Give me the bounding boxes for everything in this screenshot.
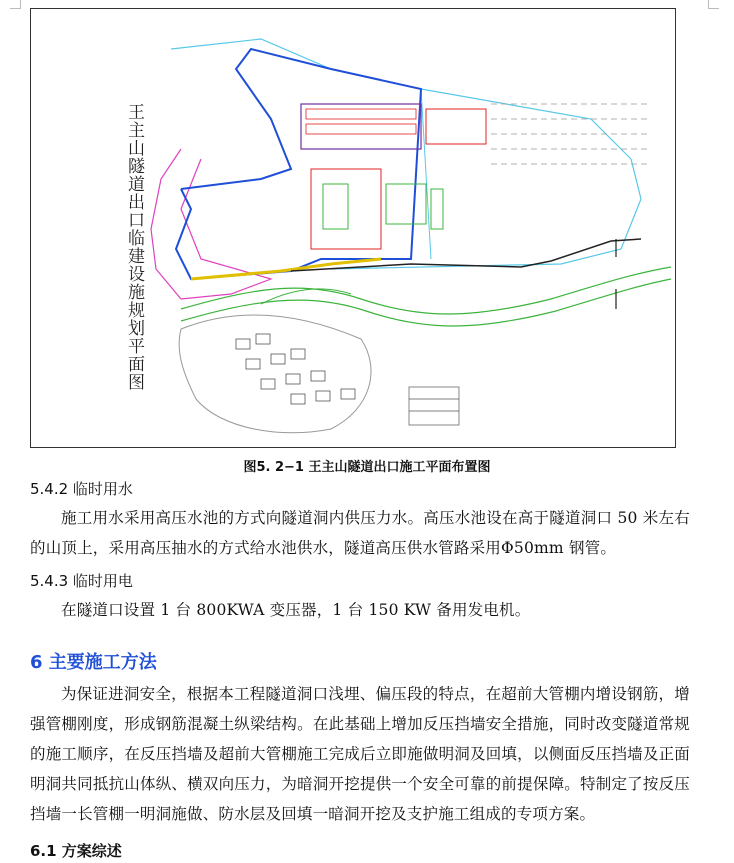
section-body-water: 施工用水采用高压水池的方式向隧道洞内供压力水。高压水池设在高于隧道洞口 50 米左右的山顶上，采用高压抽水的方式给水池供水，隧道高压供水管路采用Φ50mm 钢管。: [30, 509, 690, 557]
section-heading-power: 5.4.3 临时用电: [30, 572, 133, 590]
chapter-body: 为保证进洞安全，根据本工程隧道洞口浅埋、偏压段的特点，在超前大管棚内增设钢筋，增强管棚刚度，形成钢筋混凝土纵梁结构。在此基础上增加反压挡墙安全措施，同时改变隧道常规的施工顺序，在反压挡墙及超前大管棚施工完成后立即施做明洞及回填，以侧面反压挡墙及正面明洞共同抵抗山体纵、横双向压力，为暗洞开挖提供一个安全可靠的前提保障。特制定了按反压挡墙一长管棚一明洞施做、防水层及回填一暗洞开挖及支护施工组成的专项方案。: [30, 685, 690, 823]
subsection-heading: 6.1 方案综述: [30, 842, 122, 860]
site-plan-figure: [30, 8, 676, 448]
water-supply-pipe: [291, 239, 641, 271]
legend-block: [409, 387, 459, 425]
boundary-line: [171, 39, 641, 269]
chapter-title: 6 主要施工方法: [30, 652, 157, 673]
building-block: [306, 124, 416, 134]
section-body-power: 在隧道口设置 1 台 800KWA 变压器，1 台 150 KW 备用发电机。: [61, 601, 531, 619]
figure-caption: 图5. 2−1 王主山隧道出口施工平面布置图: [243, 460, 491, 475]
page-corner-mark: [10, 0, 21, 9]
section-heading-water: 5.4.2 临时用水: [30, 480, 133, 498]
building-block: [306, 109, 416, 119]
building-block: [301, 104, 421, 149]
page-corner-mark: [708, 0, 719, 9]
construction-zone-outline: [176, 49, 421, 279]
building-block: [311, 169, 381, 249]
building-block: [386, 184, 426, 224]
building-block: [431, 189, 443, 229]
building-block: [323, 184, 348, 229]
plan-title: 王主山隧道出口临建设施规划平面图: [124, 103, 144, 391]
road-edge: [181, 279, 671, 326]
living-area-boundary: [179, 315, 371, 433]
living-quarters: [236, 334, 355, 404]
building-block: [426, 109, 486, 144]
